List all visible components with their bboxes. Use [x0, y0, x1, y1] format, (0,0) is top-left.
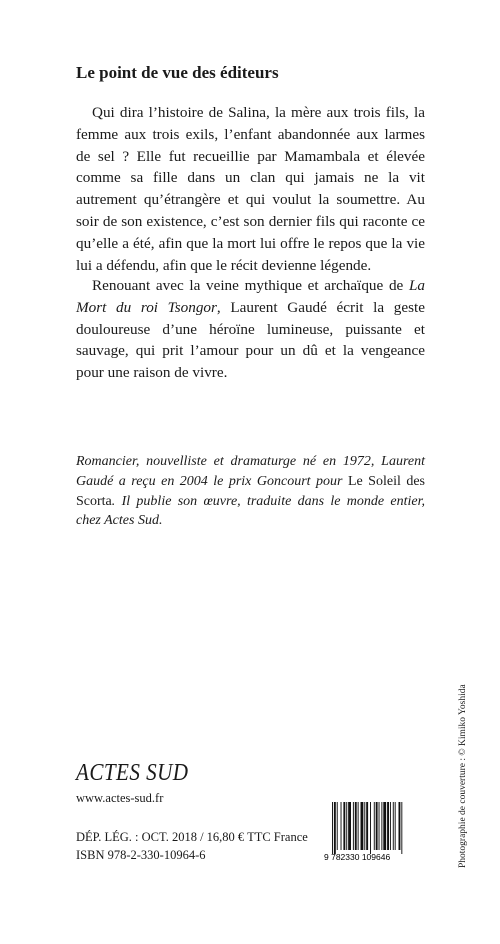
barcode-bar [401, 802, 402, 854]
barcode-bar [358, 802, 359, 850]
barcode-bar [376, 802, 378, 850]
barcode-bar [393, 802, 394, 850]
summary-text-2b: , Laurent Gaudé écrit la geste douloureuse d’une héroïne lumineuse, puissante et sauvage, qui prit l’amour pour un dû et la vengeance pour une raison de vivre. [76, 298, 425, 382]
summary-paragraph-1 [76, 102, 425, 276]
barcode-bar [366, 802, 368, 850]
barcode-bars [332, 802, 402, 854]
barcode-bar [337, 802, 338, 850]
barcode [324, 800, 428, 862]
barcode-bar [374, 802, 375, 850]
barcode-bar [346, 802, 347, 850]
barcode-bar [348, 802, 351, 850]
barcode-bar [399, 802, 401, 850]
barcode-bar [383, 802, 386, 850]
book-title-tsongor: La Mort du roi Tsongor [76, 277, 425, 316]
section-heading: Le point de vue des éditeurs [76, 63, 279, 82]
publisher-logo: ACTES SUD [76, 760, 189, 786]
barcode-bar [332, 802, 333, 854]
barcode-bar [370, 802, 371, 854]
barcode-bar [390, 802, 391, 850]
legal-deposit: DÉP. LÉG. : OCT. 2018 / 16,80 € TTC France [76, 830, 308, 844]
publisher-url: www.actes-sud.fr [76, 791, 164, 805]
barcode-bar [379, 802, 380, 850]
barcode-digits: 9 782330 109646 [324, 852, 391, 862]
barcode-bar [387, 802, 389, 850]
barcode-bar [361, 802, 364, 850]
bio-text-2: . Il publie son œuvre, traduite dans le monde entier, chez Actes Sud. [76, 493, 425, 529]
barcode-bar [364, 802, 365, 850]
author-bio [76, 452, 425, 531]
barcode-bar [395, 802, 396, 850]
summary-text-2a: Renouant avec la veine mythique et archaïque de [92, 277, 409, 294]
barcode-bar [341, 802, 342, 850]
barcode-bar [353, 802, 354, 850]
summary-paragraph-2 [76, 275, 425, 384]
bio-text-1: Romancier, nouvelliste et dramaturge né en 1972, Laurent Gaudé a reçu en 2004 le prix Goncourt pour [76, 454, 425, 489]
barcode-bar [381, 802, 382, 850]
photo-credit: Photographie de couverture : © Kimiko Yoshida [458, 684, 468, 868]
summary-text-1: Qui dira l’histoire de Salina, la mère aux trois fils, la femme aux trois exils, l’enfant abandonnée aux larmes de sel ? Elle fut recueillie par Mamambala et élevée comme sa fille dans un clan qui jamais ne la vit autrement qu’étrangère et qui voulut la soumettre. Au soir de son existence, c’est son dernier fils qui raconte ce qu’elle a été, afin que la mort lui offre le repos que la vie lui a défendu, afin que le récit devienne légende. [76, 104, 425, 274]
barcode-bar [355, 802, 357, 850]
isbn: ISBN 978-2-330-10964-6 [76, 848, 206, 862]
barcode-bar [334, 802, 336, 854]
barcode-bar [343, 802, 345, 850]
book-title-scorta: Le Soleil des Scorta [76, 473, 425, 509]
